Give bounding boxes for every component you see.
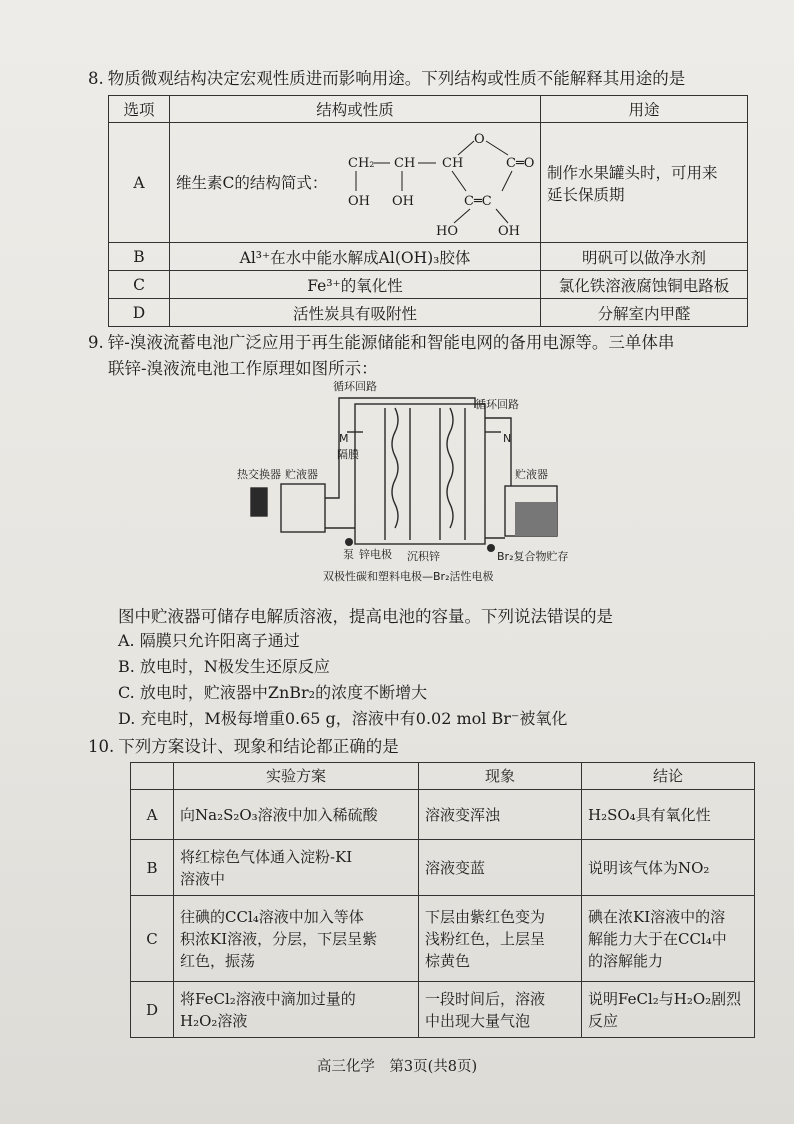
q8-header-option: 选项 bbox=[109, 96, 170, 123]
q9-option-d: D. 充电时，M极每增重0.65 g，溶液中有0.02 mol Br⁻被氧化 bbox=[118, 709, 568, 728]
struct-ch-ring: CH bbox=[442, 155, 464, 171]
q9-stem: 9. 锌-溴液流蓄电池广泛应用于再生能源储能和智能电网的备用电源等。三单体串 bbox=[88, 333, 675, 352]
label-loop-right: 循环回路 bbox=[475, 398, 519, 411]
label-reservoir-right: 贮液器 bbox=[515, 468, 548, 481]
label-n: N bbox=[503, 432, 512, 445]
label-m: M bbox=[339, 432, 349, 445]
q9-option-c: C. 放电时，贮液器中ZnBr₂的浓度不断增大 bbox=[118, 683, 428, 702]
label-heat-exchanger: 热交换器 bbox=[237, 468, 281, 481]
q9-stem-cont: 联锌-溴液流电池工作原理如图所示： bbox=[108, 359, 378, 378]
table-row: B Al³⁺在水中能水解成Al(OH)₃胶体 明矾可以做净水剂 bbox=[109, 243, 748, 271]
struct-o: O bbox=[474, 131, 485, 147]
table-row: D 活性炭具有吸附性 分解室内甲醛 bbox=[109, 299, 748, 327]
q8-header-use: 用途 bbox=[541, 96, 748, 123]
q9-option-b: B. 放电时，N极发生还原反应 bbox=[118, 657, 330, 676]
table-row: C Fe³⁺的氧化性 氯化铁溶液腐蚀铜电路板 bbox=[109, 271, 748, 299]
label-membrane: 隔膜 bbox=[337, 448, 359, 461]
struct-c-eq-o: C═O bbox=[506, 155, 535, 171]
label-loop-left: 循环回路 bbox=[333, 380, 377, 393]
table-row: A 维生素C的结构简式： CH₂ CH CH C═O O C═C OH OH HO OH 制作水果罐头时，可用来 延长保质期 bbox=[109, 123, 748, 243]
page-footer: 高三化学 第3页(共8页) bbox=[316, 1059, 478, 1075]
label-zinc-electrode: 锌电极 bbox=[359, 548, 392, 561]
struct-oh-3: OH bbox=[498, 223, 520, 239]
label-reservoir-left: 贮液器 bbox=[285, 468, 318, 481]
q9-stem-question: 图中贮液器可储存电解质溶液，提高电池的容量。下列说法错误的是 bbox=[118, 607, 613, 626]
table-row: C 往碘的CCl₄溶液中加入等体 积浓KI溶液，分层，下层呈紫 红色，振荡 下层由紫红色变为 浅粉红色，上层呈 棕黄色 碘在浓KI溶液中的溶 解能力大于在CCl₄中 的溶解能力 bbox=[131, 896, 755, 982]
q8-stem: 8. 物质微观结构决定宏观性质进而影响用途。下列结构或性质不能解释其用途的是 bbox=[88, 69, 686, 88]
q10-table bbox=[130, 762, 755, 1038]
table-row: A 向Na₂S₂O₃溶液中加入稀硫酸 溶液变浑浊 H₂SO₄具有氧化性 bbox=[131, 790, 755, 840]
table-row: D 将FeCl₂溶液中滴加过量的 H₂O₂溶液 一段时间后，溶液 中出现大量气泡 说明FeCl₂与H₂O₂剧烈 反应 bbox=[131, 982, 755, 1038]
battery-diagram bbox=[235, 378, 575, 598]
q8-header-property: 结构或性质 bbox=[170, 96, 541, 123]
struct-oh-1: OH bbox=[348, 193, 370, 209]
struct-ho: HO bbox=[436, 223, 458, 239]
q10-stem: 10. 下列方案设计、现象和结论都正确的是 bbox=[88, 737, 399, 756]
q10-header-conclusion: 结论 bbox=[582, 763, 755, 790]
struct-oh-2: OH bbox=[392, 193, 414, 209]
label-deposit-zinc: 沉积锌 bbox=[407, 550, 440, 563]
label-pump: 泵 bbox=[343, 548, 354, 561]
label-br2-store: Br₂复合物贮存 bbox=[497, 550, 569, 563]
vitamin-c-structure bbox=[336, 127, 536, 239]
table-row: B 将红棕色气体通入淀粉-KI 溶液中 溶液变蓝 说明该气体为NO₂ bbox=[131, 840, 755, 896]
q9-option-a: A. 隔膜只允许阳离子通过 bbox=[118, 631, 300, 650]
q8-table bbox=[108, 95, 748, 327]
br2-complex-fill bbox=[515, 502, 557, 536]
vitamin-c-cell: 维生素C的结构简式： CH₂ CH CH C═O O C═C OH OH HO OH bbox=[170, 123, 541, 243]
q10-header-observation: 现象 bbox=[419, 763, 582, 790]
label-bottom: 双极性碳和塑料电极—Br₂活性电极 bbox=[323, 570, 494, 583]
struct-ch: CH bbox=[394, 155, 416, 171]
struct-c-eq-c: C═C bbox=[464, 193, 492, 209]
q10-header-plan: 实验方案 bbox=[174, 763, 419, 790]
struct-ch2: CH₂ bbox=[348, 155, 375, 171]
